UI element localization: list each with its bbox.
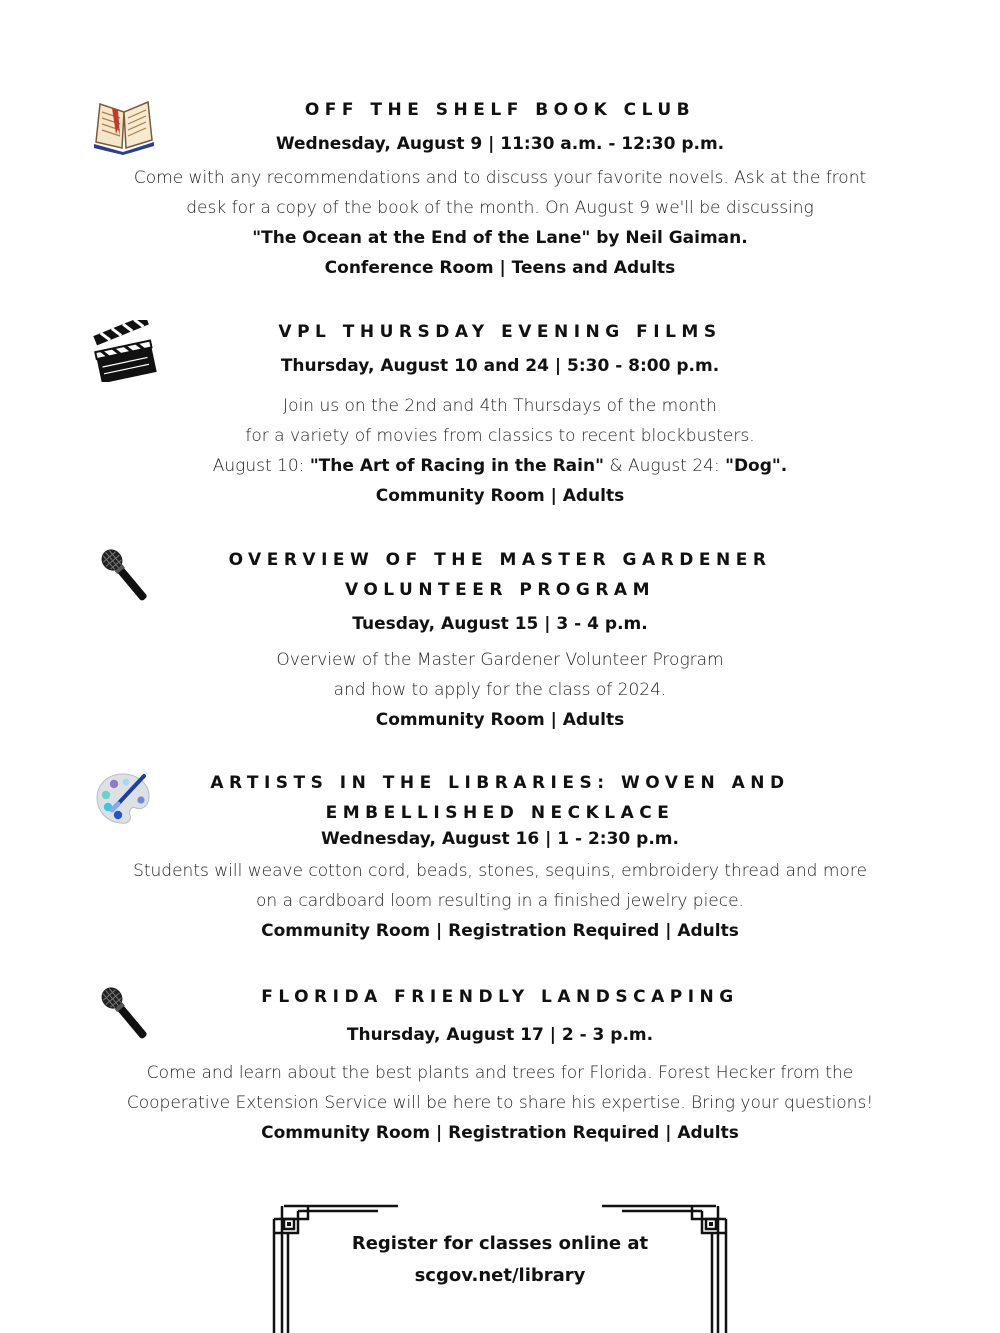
description-line: desk for a copy of the book of the month. On August 9 we'll be discussing [186,198,814,218]
event-title: VPL THURSDAY EVENING FILMS [278,322,722,342]
event-title: VOLUNTEER PROGRAM [344,580,656,600]
description-line [0,451,1000,481]
film-title: "The Art of Racing in the Rain" [309,456,604,476]
event-description [0,1058,1000,1118]
event-location: Community Room | Adults [375,710,625,730]
event-artists-in-libraries [0,768,1000,946]
description-line: Join us on the 2nd and 4th Thursdays of the month [283,396,717,416]
description-line: for a variety of movies from classics to recent blockbusters. [245,426,755,446]
register-callout [0,1228,1000,1292]
film-date-label: & August 24: [603,456,726,476]
event-title: OFF THE SHELF BOOK CLUB [304,100,696,120]
event-location: Community Room | Registration Required | Adults [261,1123,739,1143]
event-title: FLORIDA FRIENDLY LANDSCAPING [261,987,739,1007]
event-master-gardener [0,545,1000,735]
event-location: Community Room | Registration Required | Adults [261,921,739,941]
event-date: Tuesday, August 15 | 3 - 4 p.m. [352,614,648,634]
event-description [0,645,1000,705]
register-text: Register for classes online at [351,1233,649,1254]
event-date: Thursday, August 17 | 2 - 3 p.m. [346,1025,654,1045]
description-line: Students will weave cotton cord, beads, stones, sequins, embroidery thread and more [133,861,867,881]
description-line: Come and learn about the best plants and trees for Florida. Forest Hecker from the [146,1063,854,1083]
event-florida-landscaping [0,982,1000,1148]
event-title: ARTISTS IN THE LIBRARIES: WOVEN AND [210,773,790,793]
event-book-club [0,95,1000,283]
film-date-label: August 10: [212,456,310,476]
description-line: Overview of the Master Gardener Volunteer Program [276,650,724,670]
event-title: OVERVIEW OF THE MASTER GARDENER [228,550,772,570]
event-thursday-films [0,317,1000,511]
description-line: Come with any recommendations and to discuss your favorite novels. Ask at the front [133,168,867,188]
register-link[interactable]: scgov.net/library [414,1265,586,1286]
event-location: Community Room | Adults [375,486,625,506]
event-date: Wednesday, August 9 | 11:30 a.m. - 12:30 p.m. [275,134,725,154]
event-date: Thursday, August 10 and 24 | 5:30 - 8:00 p.m. [280,356,720,376]
film-title: "Dog". [725,456,788,476]
description-line: on a cardboard loom resulting in a finished jewelry piece. [256,891,744,911]
description-line: Cooperative Extension Service will be here to share his expertise. Bring your questions! [126,1093,874,1113]
event-location: Conference Room | Teens and Adults [324,258,676,278]
description-line: and how to apply for the class of 2024. [333,680,667,700]
book-title: "The Ocean at the End of the Lane" by Neil Gaiman. [252,228,748,248]
event-description [0,163,1000,253]
event-description [0,391,1000,481]
event-title: EMBELLISHED NECKLACE [325,803,675,823]
event-date: Wednesday, August 16 | 1 - 2:30 p.m. [321,829,679,849]
event-description [0,856,1000,916]
